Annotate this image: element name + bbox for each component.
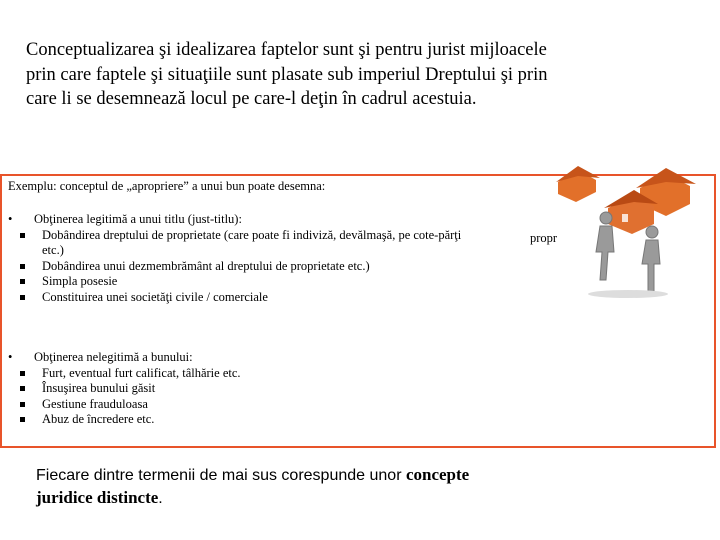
example-title: Exemplu: conceptul de „apropriere” a unui bun poate desemna: xyxy=(8,179,326,193)
conclusion-paragraph: Fiecare dintre termenii de mai sus corespunde unor concepte juridice distincte. xyxy=(36,465,470,507)
house-icon xyxy=(556,166,600,202)
bullet-group-illegitimate xyxy=(8,350,468,428)
square-bullet-icon xyxy=(20,279,25,284)
sub-list xyxy=(8,366,468,428)
list-item: Gestiune frauduloasa xyxy=(8,397,468,413)
square-bullet-icon xyxy=(20,386,25,391)
list-item: Furt, eventual furt calificat, tâlhărie etc. xyxy=(8,366,468,382)
emphasis-text: concepte juridice distincte xyxy=(36,465,470,507)
list-item: Însuşirea bunului găsit xyxy=(8,381,468,397)
list-item: Constituirea unei societăţi civile / comerciale xyxy=(8,290,468,306)
square-bullet-icon xyxy=(20,295,25,300)
square-bullet-icon xyxy=(20,264,25,269)
square-bullet-icon xyxy=(20,371,25,376)
people-carrying-houses-illustration xyxy=(548,152,720,302)
bullet-group-legitimate xyxy=(8,212,468,305)
square-bullet-icon xyxy=(20,417,25,422)
list-item: Simpla posesie xyxy=(8,274,468,290)
intro-paragraph: Conceptualizarea şi idealizarea faptelor sunt şi pentru jurist mijloacele prin care faptele şi situaţiile sunt plasate sub imperiul Dreptului şi prin care li se desemnează locul pe care-l deţin în cadrul acestuia. xyxy=(26,40,548,109)
square-bullet-icon xyxy=(20,233,25,238)
square-bullet-icon xyxy=(20,402,25,407)
bullet-icon: • xyxy=(8,212,13,226)
bullet-label: Obţinerea legitimă a unui titlu (just-titlu): xyxy=(34,212,242,226)
person-figure-icon xyxy=(642,226,660,292)
sub-list xyxy=(8,228,468,306)
list-item: Dobândirea dreptului de proprietate (care poate fi indiviză, devălmaşă, pe cote-părţi etc.) xyxy=(8,228,468,259)
list-item: Dobândirea unui dezmembrământ al dreptului de proprietate etc.) xyxy=(8,259,468,275)
list-item: Abuz de încredere etc. xyxy=(8,412,468,428)
bullet-icon: • xyxy=(8,350,13,364)
bullet-label: Obţinerea nelegitimă a bunului: xyxy=(34,350,193,364)
truncated-word: propr xyxy=(530,231,558,245)
